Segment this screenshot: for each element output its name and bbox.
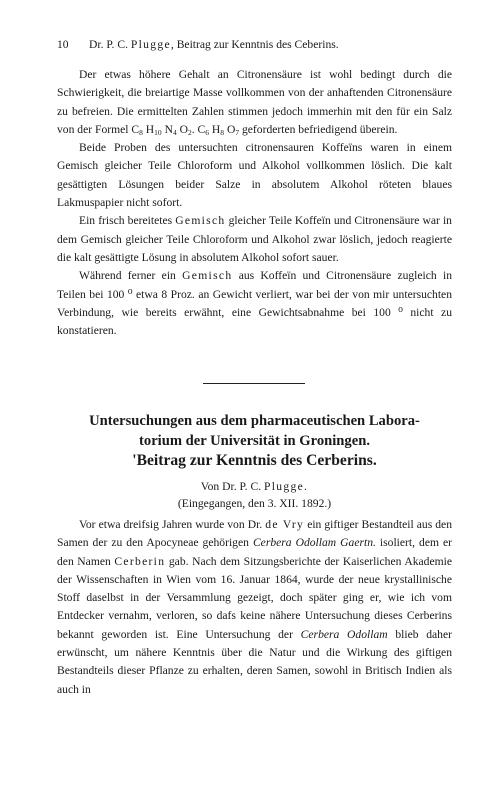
- previous-article-text: [57, 66, 452, 340]
- article-paragraph-1: Vor etwa dreifsig Jahren wurde von Dr. de Vry ein giftiger Bestandteil aus den Samen der zu den Apocyneae gehörigen Cerbera Odollam Gaertn. isoliert, dem er den Namen Cerberin gab. Nach dem Sitzungsberichte der Kaiserlichen Akademie der Wissenschaften in Wien vom 16. Januar 1864, wurde der neue krystallinische Stoff daselbst in der Versammlung gezeigt, doch später ging er, wie ich vom Entdecker vernahm, verloren, so dafs keine nähere Untersuchung dieses Cerberins bekannt geworden ist. Eine Untersuchung der Cerbera Odollam blieb daher erwünscht, um nähere Kenntnis über die Natur und die Wirkung des giftigen Bestandteils dieser Pflanze zu erhalten, deren Samen, sowohl in Britisch Indien als auch in: [57, 518, 452, 696]
- formula-2: $C_6$ $H_8$ $O_7$: [197, 122, 240, 137]
- article-body: [57, 516, 452, 699]
- page-number: 10: [57, 38, 69, 51]
- title-line-1: Untersuchungen aus dem pharmaceutischen Labora-: [89, 413, 420, 429]
- running-head-name: Plugge: [130, 38, 171, 51]
- title-line-3: 'Beitrag zur Kenntnis des Cerberins.: [132, 452, 377, 469]
- article-title: [57, 411, 452, 471]
- running-head-author: Dr. P. C.: [89, 38, 128, 51]
- running-header: [57, 38, 452, 52]
- paragraph-4: Während ferner ein Gemisch aus Koffeïn und Citronensäure zugleich in Teilen bei 100 ⁰ etwa 8 Proz. an Gewicht verliert, war bei der von mir untersuchten Verbindung, wie bereits erwähnt, eine Gewichtsabnahme bei 100 ⁰ nicht zu konstatieren.: [57, 269, 452, 338]
- paragraph-3: Ein frisch bereitetes Gemisch gleicher Teile Koffeïn und Citronensäure war in dem Gemisch gleicher Teile Chloroform und Alkohol zwar löslich, jedoch reagierte die kalt gesättigte Lösung in absolutem Alkohol sofort sauer.: [57, 214, 452, 264]
- section-divider: [203, 383, 305, 384]
- article-byline: [57, 478, 452, 512]
- formula-1: $C_8$ $H_{10}$ $N_4$ $O_2$.: [131, 122, 195, 137]
- running-head-title: , Beitrag zur Kenntnis des Ceberins.: [170, 38, 339, 51]
- paragraph-1: Der etwas höhere Gehalt an Citronensäure ist wohl bedingt durch die Schwierigkeit, die breiartige Masse vollkommen von der anhaftenden Citronensäure zu befreien. Die ermittelten Zahlen stimmen jedoch immerhin mit den für ein Salz von der Formel $C_8$ $H_{10}$ $N_4$ $O_2$. $C_6$ $H_8$ $O_7$ geforderten befriedigend überein.: [57, 68, 452, 137]
- paragraph-2: Beide Proben des untersuchten citronensauren Koffeïns waren in einem Gemisch gleicher Teile Chloroform und Alkohol vollkommen löslich. Die kalt gesättigten Lösungen beider Salze in absolutem Alkohol röteten blaues Lakmuspapier nicht sofort.: [57, 141, 452, 210]
- title-line-2: torium der Universität in Groningen.: [139, 433, 370, 449]
- received-date: (Eingegangen, den 3. XII. 1892.): [177, 497, 332, 510]
- author-line: Von Dr. P. C. Plugge.: [200, 480, 309, 493]
